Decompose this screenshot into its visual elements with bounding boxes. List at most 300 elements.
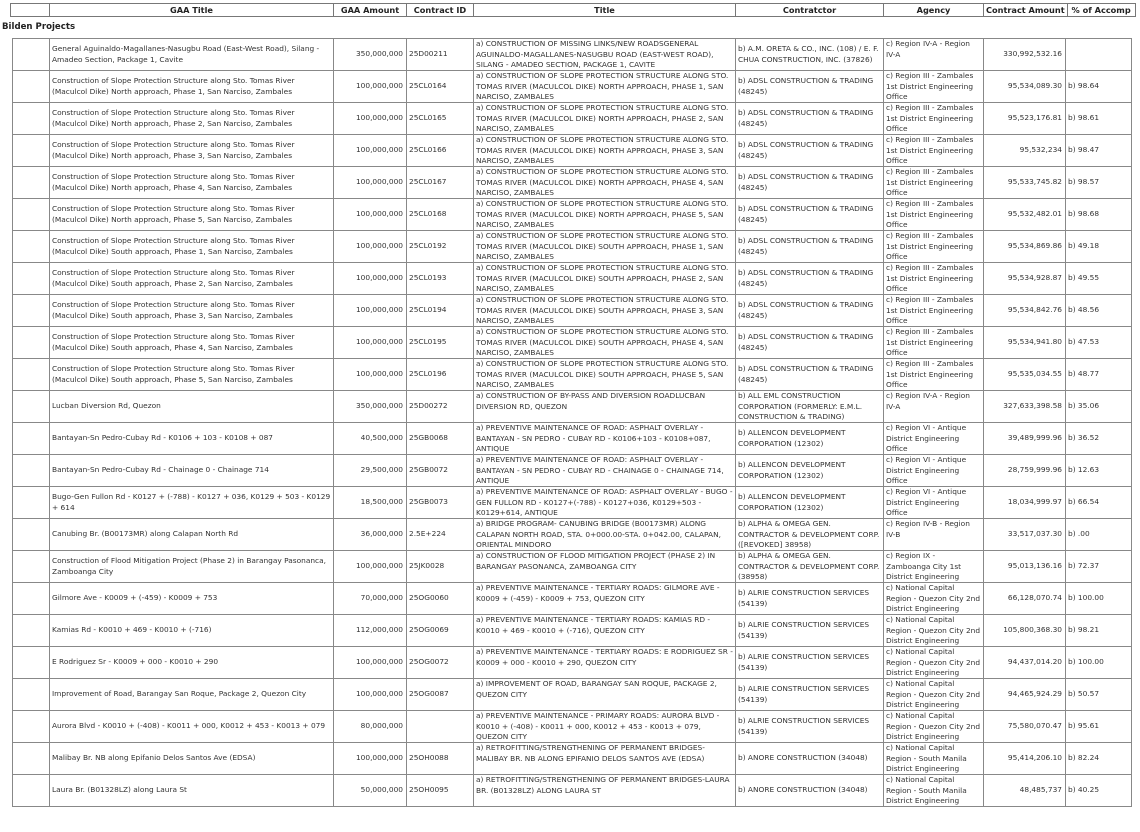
agency-text: c) Region III - Zambales 1st District Engineering Office xyxy=(886,135,974,166)
title-cell xyxy=(474,551,736,583)
contract-id-cell xyxy=(407,231,474,263)
row-blank-cell xyxy=(13,455,50,487)
row-blank-cell xyxy=(13,519,50,551)
accomp-text: b) 98.21 xyxy=(1068,625,1100,635)
agency-cell xyxy=(884,647,984,679)
agency-cell xyxy=(884,711,984,743)
title-cell xyxy=(474,391,736,423)
gaa-amount-cell xyxy=(334,743,407,775)
title-text: a) PREVENTIVE MAINTENANCE - TERTIARY ROADS: GILMORE AVE - K0009 + (-459) - K0009 + 753, QUEZON CITY xyxy=(476,583,720,603)
title-cell xyxy=(474,359,736,391)
gaa-amount-cell xyxy=(334,391,407,423)
contractor-text: b) ADSL CONSTRUCTION & TRADING (48245) xyxy=(738,331,874,352)
contract-id-cell xyxy=(407,391,474,423)
accomp-text: b) 66.54 xyxy=(1068,497,1100,507)
title-text: a) CONSTRUCTION OF SLOPE PROTECTION STRUCTURE ALONG STO. TOMAS RIVER (MACULCOL DIKE) NORTH APPROACH, PHASE 4, SAN NARCISO, ZAMBALES xyxy=(476,167,729,198)
contractor-cell xyxy=(736,583,884,615)
gaa-title-text: Aurora Blvd - K0010 + (-408) - K0011 + 000, K0012 + 453 - K0013 + 079 xyxy=(52,721,326,731)
title-cell xyxy=(474,135,736,167)
contract-id-text: 25OG0087 xyxy=(409,689,449,699)
contract-amount-cell xyxy=(984,423,1066,455)
contractor-cell xyxy=(736,327,884,359)
contract-amount-text: 95,532,482.01 xyxy=(1007,209,1062,219)
table-row xyxy=(13,775,1132,807)
accomp-text: b) 95.61 xyxy=(1068,721,1100,731)
contractor-text: b) ADSL CONSTRUCTION & TRADING (48245) xyxy=(738,203,874,224)
table-row xyxy=(13,455,1132,487)
accomp-text: b) 47.53 xyxy=(1068,337,1100,347)
title-cell xyxy=(474,295,736,327)
title-cell xyxy=(474,679,736,711)
row-blank-cell xyxy=(13,743,50,775)
contract-id-cell xyxy=(407,295,474,327)
title-cell xyxy=(474,423,736,455)
contract-amount-cell xyxy=(984,199,1066,231)
gaa-amount-text: 70,000,000 xyxy=(360,593,403,603)
contract-id-text: 25D00211 xyxy=(409,49,448,59)
row-blank-cell xyxy=(13,679,50,711)
agency-cell xyxy=(884,615,984,647)
gaa-title-cell xyxy=(50,487,334,519)
table-row xyxy=(13,231,1132,263)
table-row xyxy=(13,39,1132,71)
contract-id-cell xyxy=(407,743,474,775)
contractor-text: b) ADSL CONSTRUCTION & TRADING (48245) xyxy=(738,267,874,288)
gaa-amount-text: 112,000,000 xyxy=(355,625,403,635)
contractor-text: b) ADSL CONSTRUCTION & TRADING (48245) xyxy=(738,107,874,128)
gaa-title-cell xyxy=(50,647,334,679)
accomp-text: b) 49.55 xyxy=(1068,273,1100,283)
gaa-title-cell xyxy=(50,103,334,135)
accomp-text: b) 100.00 xyxy=(1068,657,1104,667)
contract-amount-cell xyxy=(984,231,1066,263)
table-row xyxy=(13,615,1132,647)
contractor-text: b) A.M. ORETA & CO., INC. (108) / E. F. CHUA CONSTRUCTION, INC. (37826) xyxy=(738,43,879,64)
gaa-title-text: Construction of Slope Protection Structure along Sto. Tomas River (Maculcol Dike) North approach, Phase 3, San Narciso, Zambales xyxy=(52,139,295,160)
agency-cell xyxy=(884,775,984,807)
contractor-cell xyxy=(736,295,884,327)
accomp-text: b) 82.24 xyxy=(1068,753,1100,763)
contract-amount-cell xyxy=(984,647,1066,679)
contractor-cell xyxy=(736,679,884,711)
gaa-title-cell xyxy=(50,71,334,103)
gaa-amount-cell xyxy=(334,711,407,743)
contract-amount-text: 39,489,999.96 xyxy=(1007,433,1062,443)
contractor-text: b) ALRIE CONSTRUCTION SERVICES (54139) xyxy=(738,651,870,672)
agency-text: c) Region III - Zambales 1st District Engineering Office xyxy=(886,199,974,230)
gaa-amount-cell xyxy=(334,71,407,103)
contract-id-text: 25OG0072 xyxy=(409,657,449,667)
contract-amount-cell xyxy=(984,263,1066,295)
title-text: a) CONSTRUCTION OF FLOOD MITIGATION PROJECT (PHASE 2) IN BARANGAY PASONANCA, ZAMBOANGA CITY xyxy=(476,551,716,571)
contract-id-cell xyxy=(407,775,474,807)
agency-cell xyxy=(884,359,984,391)
contract-id-text: 25CL0166 xyxy=(409,145,447,155)
gaa-title-text: Canubing Br. (B00173MR) along Calapan North Rd xyxy=(52,529,239,539)
row-blank-cell xyxy=(13,359,50,391)
contract-amount-cell xyxy=(984,775,1066,807)
accomp-cell xyxy=(1066,295,1132,327)
title-cell xyxy=(474,103,736,135)
accomp-cell xyxy=(1066,775,1132,807)
gaa-title-cell xyxy=(50,743,334,775)
agency-cell xyxy=(884,231,984,263)
agency-text: c) National Capital Region - Quezon City 2nd District Engineering xyxy=(886,647,981,678)
gaa-title-text: Construction of Slope Protection Structure along Sto. Tomas River (Maculcol Dike) North approach, Phase 1, San Narciso, Zambales xyxy=(52,75,295,96)
gaa-title-cell xyxy=(50,679,334,711)
contract-id-cell xyxy=(407,199,474,231)
row-blank-cell xyxy=(13,167,50,199)
gaa-title-cell xyxy=(50,455,334,487)
contractor-cell xyxy=(736,455,884,487)
contractor-text: b) ALRIE CONSTRUCTION SERVICES (54139) xyxy=(738,715,870,736)
title-text: a) CONSTRUCTION OF SLOPE PROTECTION STRUCTURE ALONG STO. TOMAS RIVER (MACULCOL DIKE) SOUTH APPROACH, PHASE 3, SAN NARCISO, ZAMBALES xyxy=(476,295,729,326)
title-text: a) PREVENTIVE MAINTENANCE OF ROAD: ASPHALT OVERLAY - BUGO - GEN FULLON RD - K0127+(-788) - K0127+036, K0129+503 - K0129+614, ANTIQUE xyxy=(476,487,733,518)
gaa-title-cell xyxy=(50,167,334,199)
contractor-text: b) ANORE CONSTRUCTION (34048) xyxy=(738,753,868,763)
header-gaa-title: GAA Title xyxy=(50,4,334,17)
contract-id-text: 25CL0168 xyxy=(409,209,447,219)
contract-amount-cell xyxy=(984,39,1066,71)
contractor-text: b) ANORE CONSTRUCTION (34048) xyxy=(738,785,868,795)
gaa-amount-text: 100,000,000 xyxy=(355,369,403,379)
contract-id-cell xyxy=(407,487,474,519)
accomp-text: b) 98.57 xyxy=(1068,177,1100,187)
agency-text: c) Region IV-A - Region IV-A xyxy=(886,391,970,411)
accomp-text: b) 49.18 xyxy=(1068,241,1100,251)
gaa-title-cell xyxy=(50,359,334,391)
gaa-amount-cell xyxy=(334,487,407,519)
agency-text: c) National Capital Region - Quezon City 2nd District Engineering xyxy=(886,711,981,742)
gaa-title-cell xyxy=(50,231,334,263)
title-text: a) CONSTRUCTION OF BY-PASS AND DIVERSION ROADLUCBAN DIVERSION RD, QUEZON xyxy=(476,391,706,411)
contract-id-cell xyxy=(407,71,474,103)
contract-id-cell xyxy=(407,615,474,647)
gaa-amount-cell xyxy=(334,359,407,391)
accomp-text: b) 35.06 xyxy=(1068,401,1100,411)
agency-cell xyxy=(884,199,984,231)
agency-text: c) Region IV-A - Region IV-A xyxy=(886,39,970,59)
contract-amount-cell xyxy=(984,455,1066,487)
header-blank xyxy=(11,4,50,17)
gaa-title-text: E Rodriguez Sr - K0009 + 000 - K0010 + 290 xyxy=(52,657,219,667)
title-cell xyxy=(474,231,736,263)
contractor-cell xyxy=(736,71,884,103)
gaa-amount-cell xyxy=(334,39,407,71)
contractor-cell xyxy=(736,519,884,551)
accomp-cell xyxy=(1066,263,1132,295)
contract-amount-text: 75,580,070.47 xyxy=(1007,721,1062,731)
contractor-cell xyxy=(736,391,884,423)
contract-id-cell xyxy=(407,647,474,679)
gaa-title-text: Improvement of Road, Barangay San Roque, Package 2, Quezon City xyxy=(52,689,307,699)
contract-amount-text: 18,034,999.97 xyxy=(1007,497,1062,507)
contractor-text: b) ADSL CONSTRUCTION & TRADING (48245) xyxy=(738,363,874,384)
gaa-title-text: Lucban Diversion Rd, Quezon xyxy=(52,401,161,411)
gaa-title-text: Kamias Rd - K0010 + 469 - K0010 + (-716) xyxy=(52,625,212,635)
table-row xyxy=(13,327,1132,359)
gaa-amount-text: 100,000,000 xyxy=(355,177,403,187)
title-cell xyxy=(474,519,736,551)
agency-cell xyxy=(884,71,984,103)
gaa-title-cell xyxy=(50,263,334,295)
gaa-amount-text: 100,000,000 xyxy=(355,753,403,763)
table-row xyxy=(13,423,1132,455)
accomp-text: b) .00 xyxy=(1068,529,1090,539)
contract-id-text: 25OH0088 xyxy=(409,753,449,763)
accomp-text: b) 98.61 xyxy=(1068,113,1100,123)
contract-id-cell xyxy=(407,167,474,199)
table-row xyxy=(13,487,1132,519)
contract-amount-text: 95,534,089.30 xyxy=(1007,81,1062,91)
contractor-text: b) ADSL CONSTRUCTION & TRADING (48245) xyxy=(738,139,874,160)
contract-amount-cell xyxy=(984,327,1066,359)
title-text: a) PREVENTIVE MAINTENANCE OF ROAD: ASPHALT OVERLAY - BANTAYAN - SN PEDRO - CUBAY RD - CHAINAGE 0 - CHAINAGE 714, ANTIQUE xyxy=(476,455,724,486)
contract-amount-cell xyxy=(984,103,1066,135)
contract-amount-text: 95,414,206.10 xyxy=(1007,753,1062,763)
gaa-title-cell xyxy=(50,615,334,647)
contractor-cell xyxy=(736,135,884,167)
contract-amount-cell xyxy=(984,743,1066,775)
title-text: a) RETROFITTING/STRENGTHENING OF PERMANENT BRIDGES-LAURA BR. (B01328LZ) ALONG LAURA ST xyxy=(476,775,730,795)
contract-amount-text: 95,533,745.82 xyxy=(1007,177,1062,187)
title-text: a) CONSTRUCTION OF SLOPE PROTECTION STRUCTURE ALONG STO. TOMAS RIVER (MACULCOL DIKE) NORTH APPROACH, PHASE 2, SAN NARCISO, ZAMBALES xyxy=(476,103,729,134)
accomp-cell xyxy=(1066,679,1132,711)
header-table xyxy=(10,3,1136,17)
agency-text: c) Region III - Zambales 1st District Engineering Office xyxy=(886,71,974,102)
table-row xyxy=(13,199,1132,231)
agency-cell xyxy=(884,519,984,551)
table-row xyxy=(13,679,1132,711)
row-blank-cell xyxy=(13,487,50,519)
accomp-cell xyxy=(1066,647,1132,679)
agency-cell xyxy=(884,679,984,711)
accomp-cell xyxy=(1066,423,1132,455)
agency-cell xyxy=(884,295,984,327)
gaa-title-cell xyxy=(50,711,334,743)
gaa-amount-cell xyxy=(334,135,407,167)
header-agency: Agency xyxy=(884,4,984,17)
contract-amount-text: 48,485,737 xyxy=(1019,785,1062,795)
table-row xyxy=(13,647,1132,679)
gaa-title-text: General Aguinaldo-Magallanes-Nasugbu Road (East-West Road), Silang - Amadeo Section, Package 1, Cavite xyxy=(52,43,320,64)
title-text: a) PREVENTIVE MAINTENANCE - TERTIARY ROADS: KAMIAS RD - K0010 + 469 - K0010 + (-716), QUEZON CITY xyxy=(476,615,711,635)
contractor-cell xyxy=(736,551,884,583)
gaa-title-text: Bantayan-Sn Pedro-Cubay Rd - Chainage 0 - Chainage 714 xyxy=(52,465,269,475)
agency-cell xyxy=(884,103,984,135)
accomp-text: b) 72.37 xyxy=(1068,561,1100,571)
header-accomp: % of Accomp xyxy=(1067,4,1135,17)
table-row xyxy=(13,583,1132,615)
gaa-amount-cell xyxy=(334,103,407,135)
title-cell xyxy=(474,39,736,71)
contract-amount-text: 105,800,368.30 xyxy=(1003,625,1062,635)
agency-text: c) National Capital Region - South Manila District Engineering xyxy=(886,743,967,774)
gaa-amount-text: 100,000,000 xyxy=(355,561,403,571)
gaa-amount-text: 18,500,000 xyxy=(360,497,403,507)
gaa-amount-text: 100,000,000 xyxy=(355,113,403,123)
title-cell xyxy=(474,615,736,647)
gaa-title-text: Gilmore Ave - K0009 + (-459) - K0009 + 753 xyxy=(52,593,218,603)
contract-amount-cell xyxy=(984,583,1066,615)
title-cell xyxy=(474,647,736,679)
accomp-cell xyxy=(1066,519,1132,551)
gaa-amount-text: 100,000,000 xyxy=(355,657,403,667)
accomp-cell xyxy=(1066,359,1132,391)
title-cell xyxy=(474,327,736,359)
gaa-title-text: Construction of Slope Protection Structure along Sto. Tomas River (Maculcol Dike) South approach, Phase 5, San Narciso, Zambales xyxy=(52,363,295,384)
table-row xyxy=(13,263,1132,295)
contract-amount-cell xyxy=(984,519,1066,551)
table-row xyxy=(13,103,1132,135)
contract-id-cell xyxy=(407,135,474,167)
table-row xyxy=(13,551,1132,583)
gaa-title-cell xyxy=(50,519,334,551)
contract-id-text: 25CL0196 xyxy=(409,369,447,379)
accomp-text: b) 40.25 xyxy=(1068,785,1100,795)
agency-text: c) Region III - Zambales 1st District Engineering Office xyxy=(886,359,974,390)
table-body xyxy=(13,39,1132,807)
contractor-cell xyxy=(736,231,884,263)
contractor-text: b) ALPHA & OMEGA GEN. CONTRACTOR & DEVELOPMENT CORP. ([REVOKED] 38958) xyxy=(738,519,880,550)
contractor-cell xyxy=(736,423,884,455)
row-blank-cell xyxy=(13,295,50,327)
table-row xyxy=(13,359,1132,391)
title-text: a) RETROFITTING/STRENGTHENING OF PERMANENT BRIDGES-MALIBAY BR. NB ALONG EPIFANIO DELOS SANTOS AVE (EDSA) xyxy=(476,743,705,763)
agency-text: c) Region III - Zambales 1st District Engineering Office xyxy=(886,231,974,262)
contractor-text: b) ADSL CONSTRUCTION & TRADING (48245) xyxy=(738,75,874,96)
gaa-amount-text: 29,500,000 xyxy=(360,465,403,475)
contract-amount-cell xyxy=(984,487,1066,519)
contract-amount-text: 95,534,869.86 xyxy=(1007,241,1062,251)
agency-text: c) Region III - Zambales 1st District Engineering Office xyxy=(886,327,974,358)
accomp-text: b) 48.77 xyxy=(1068,369,1100,379)
contractor-text: b) ALRIE CONSTRUCTION SERVICES (54139) xyxy=(738,683,870,704)
accomp-text: b) 12.63 xyxy=(1068,465,1100,475)
table-row xyxy=(13,391,1132,423)
title-cell xyxy=(474,167,736,199)
projects-table xyxy=(12,38,1132,807)
contract-id-cell xyxy=(407,711,474,743)
gaa-title-text: Bantayan-Sn Pedro-Cubay Rd - K0106 + 103 - K0108 + 087 xyxy=(52,433,273,443)
gaa-amount-text: 40,500,000 xyxy=(360,433,403,443)
accomp-cell xyxy=(1066,103,1132,135)
title-text: a) CONSTRUCTION OF SLOPE PROTECTION STRUCTURE ALONG STO. TOMAS RIVER (MACULCOL DIKE) SOUTH APPROACH, PHASE 2, SAN NARCISO, ZAMBALES xyxy=(476,263,729,294)
header-contract-amount: Contract Amount xyxy=(984,4,1068,17)
contract-amount-cell xyxy=(984,711,1066,743)
agency-cell xyxy=(884,487,984,519)
row-blank-cell xyxy=(13,135,50,167)
contractor-cell xyxy=(736,359,884,391)
contract-amount-text: 95,534,941.80 xyxy=(1007,337,1062,347)
row-blank-cell xyxy=(13,583,50,615)
contract-amount-text: 94,437,014.20 xyxy=(1007,657,1062,667)
contractor-cell xyxy=(736,103,884,135)
gaa-amount-cell xyxy=(334,455,407,487)
agency-text: c) Region IX - Zamboanga City 1st District Engineering xyxy=(886,551,962,582)
title-cell xyxy=(474,71,736,103)
gaa-amount-text: 36,000,000 xyxy=(360,529,403,539)
gaa-title-cell xyxy=(50,423,334,455)
title-text: a) PREVENTIVE MAINTENANCE - TERTIARY ROADS: E RODRIGUEZ SR - K0009 + 000 - K0010 + 290, QUEZON CITY xyxy=(476,647,733,667)
gaa-title-text: Laura Br. (B01328LZ) along Laura St xyxy=(52,785,187,795)
contractor-cell xyxy=(736,39,884,71)
agency-text: c) National Capital Region - Quezon City 2nd District Engineering xyxy=(886,679,981,710)
contractor-cell xyxy=(736,711,884,743)
gaa-title-cell xyxy=(50,327,334,359)
gaa-amount-text: 100,000,000 xyxy=(355,689,403,699)
contract-id-text: 25CL0195 xyxy=(409,337,447,347)
contract-amount-cell xyxy=(984,167,1066,199)
contractor-text: b) ALLENCON DEVELOPMENT CORPORATION (12302) xyxy=(738,491,846,512)
header-row xyxy=(11,4,1136,17)
table-row xyxy=(13,295,1132,327)
gaa-amount-text: 100,000,000 xyxy=(355,145,403,155)
accomp-cell xyxy=(1066,583,1132,615)
gaa-title-text: Construction of Slope Protection Structure along Sto. Tomas River (Maculcol Dike) South approach, Phase 3, San Narciso, Zambales xyxy=(52,299,295,320)
contract-amount-text: 66,128,070.74 xyxy=(1007,593,1062,603)
title-cell xyxy=(474,199,736,231)
title-text: a) IMPROVEMENT OF ROAD, BARANGAY SAN ROQUE, PACKAGE 2, QUEZON CITY xyxy=(476,679,717,699)
title-text: a) PREVENTIVE MAINTENANCE - PRIMARY ROADS: AURORA BLVD - K0010 + (-408) - K0011 + 000, K0012 + 453 - K0013 + 079, QUEZON CITY xyxy=(476,711,720,742)
gaa-amount-text: 100,000,000 xyxy=(355,241,403,251)
gaa-title-text: Construction of Slope Protection Structure along Sto. Tomas River (Maculcol Dike) North approach, Phase 4, San Narciso, Zambales xyxy=(52,171,295,192)
table-row xyxy=(13,743,1132,775)
contract-amount-text: 33,517,037.30 xyxy=(1007,529,1062,539)
agency-cell xyxy=(884,391,984,423)
gaa-amount-text: 350,000,000 xyxy=(355,401,403,411)
contract-id-text: 2.5E+224 xyxy=(409,529,446,539)
gaa-amount-cell xyxy=(334,199,407,231)
accomp-cell xyxy=(1066,551,1132,583)
accomp-cell xyxy=(1066,39,1132,71)
contract-amount-text: 95,534,842.76 xyxy=(1007,305,1062,315)
gaa-title-text: Construction of Slope Protection Structure along Sto. Tomas River (Maculcol Dike) North approach, Phase 2, San Narciso, Zambales xyxy=(52,107,295,128)
title-text: a) CONSTRUCTION OF SLOPE PROTECTION STRUCTURE ALONG STO. TOMAS RIVER (MACULCOL DIKE) SOUTH APPROACH, PHASE 1, SAN NARCISO, ZAMBALES xyxy=(476,231,729,262)
agency-text: c) Region III - Zambales 1st District Engineering Office xyxy=(886,167,974,198)
gaa-amount-cell xyxy=(334,551,407,583)
agency-cell xyxy=(884,455,984,487)
gaa-title-text: Construction of Slope Protection Structure along Sto. Tomas River (Maculcol Dike) South approach, Phase 4, San Narciso, Zambales xyxy=(52,331,295,352)
agency-cell xyxy=(884,327,984,359)
accomp-text: b) 98.47 xyxy=(1068,145,1100,155)
gaa-amount-cell xyxy=(334,423,407,455)
gaa-amount-cell xyxy=(334,583,407,615)
contract-amount-cell xyxy=(984,135,1066,167)
contractor-cell xyxy=(736,743,884,775)
gaa-amount-cell xyxy=(334,167,407,199)
agency-text: c) Region VI - Antique District Engineering Office xyxy=(886,423,967,454)
agency-text: c) Region VI - Antique District Engineering Office xyxy=(886,455,967,486)
contract-id-text: 25CL0192 xyxy=(409,241,447,251)
agency-cell xyxy=(884,135,984,167)
contractor-text: b) ALLENCON DEVELOPMENT CORPORATION (12302) xyxy=(738,459,846,480)
accomp-cell xyxy=(1066,199,1132,231)
agency-cell xyxy=(884,583,984,615)
row-blank-cell xyxy=(13,391,50,423)
agency-text: c) Region III - Zambales 1st District Engineering Office xyxy=(886,263,974,294)
contractor-text: b) ALPHA & OMEGA GEN. CONTRACTOR & DEVELOPMENT CORP. (38958) xyxy=(738,551,880,582)
gaa-amount-text: 100,000,000 xyxy=(355,81,403,91)
contract-id-text: 25CL0167 xyxy=(409,177,447,187)
title-text: a) CONSTRUCTION OF MISSING LINKS/NEW ROADSGENERAL AGUINALDO-MAGALLANES-NASUGBU ROAD (EAST-WEST ROAD), SILANG - AMADEO SECTION, PACKAGE 1, CAVITE xyxy=(476,39,714,70)
header-contract-id: Contract ID xyxy=(407,4,474,17)
contractor-cell xyxy=(736,775,884,807)
contractor-text: b) ALL EML CONSTRUCTION CORPORATION (FORMERLY: E.M.L. CONSTRUCTION & TRADING) xyxy=(738,391,863,422)
contractor-cell xyxy=(736,199,884,231)
title-text: a) PREVENTIVE MAINTENANCE OF ROAD: ASPHALT OVERLAY - BANTAYAN - SN PEDRO - CUBAY RD - K0106+103 - K0108+087, ANTIQUE xyxy=(476,423,711,454)
row-blank-cell xyxy=(13,327,50,359)
